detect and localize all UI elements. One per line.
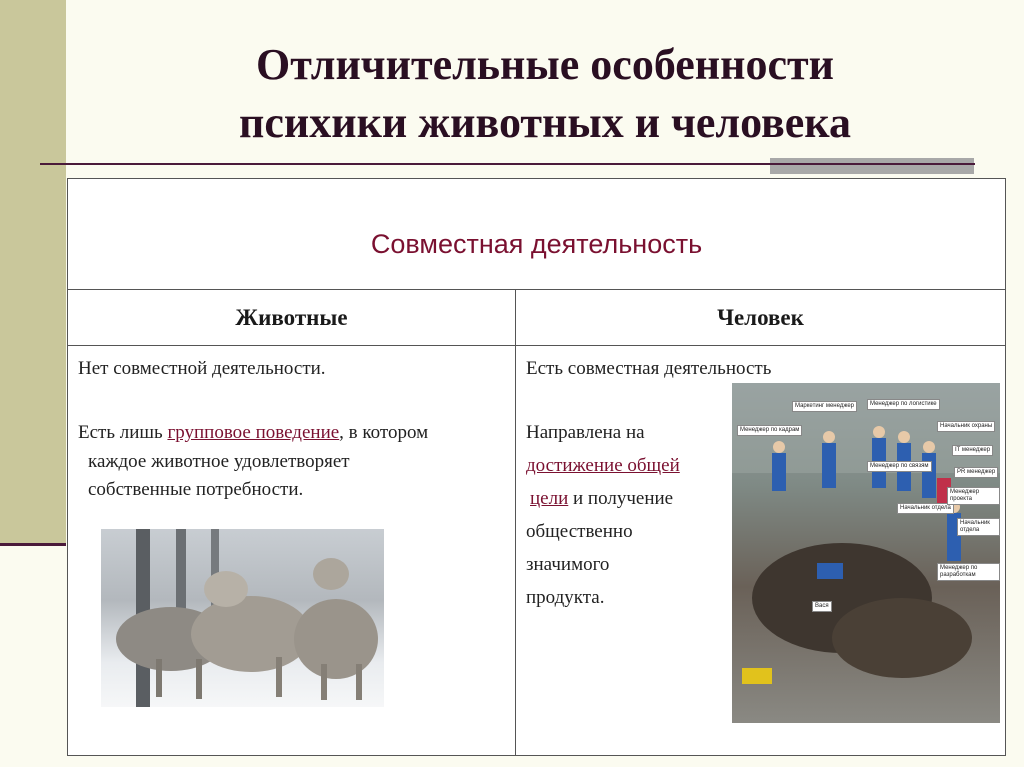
photo-label-pr-relations: Менеджер по связям [867,461,932,472]
animals-text-1: Нет совместной деятельности. [78,358,326,379]
column-header-animals: Животные [68,290,516,346]
animals-text-2 [78,418,428,447]
workers-photo [732,383,1000,723]
photo-label-marketing: Маркетинг менеджер [792,401,857,412]
animals-text-2-prefix: Есть лишь [78,422,168,443]
human-text-6: значимого [526,554,610,575]
title-rule-accent [770,158,974,174]
animals-text-4: собственные потребности. [88,479,304,500]
group-behavior-link[interactable]: групповое поведение [167,422,340,443]
animals-cell [68,346,516,755]
photo-label-security: Начальник охраны [937,421,995,432]
photo-label-vasya: Вася [812,601,832,612]
title-rule [40,163,975,165]
photo-label-department-head-1: Начальник отдела [897,503,954,514]
wolves-photo [101,529,384,707]
goal-link[interactable]: цели [530,488,569,509]
human-cell [516,346,1005,755]
human-text-3 [526,451,680,480]
human-text-1: Есть совместная деятельность [526,358,772,379]
photo-label-it: IT менеджер [952,445,993,456]
human-text-7: продукта. [526,587,605,608]
photo-label-development: Менеджер по разработкам [937,563,1000,581]
photo-label-pr: PR менеджер [954,467,998,478]
left-decor-bar [0,0,66,545]
photo-label-logistics: Менеджер по логистике [867,399,940,410]
common-goal-link[interactable]: достижение общей [526,455,680,476]
wolves-illustration [101,529,384,707]
photo-label-hr: Менеджер по кадрам [737,425,802,436]
title-line-2: психики животных и человека [238,98,851,147]
comparison-table [67,178,1006,756]
animals-text-3: каждое животное удовлетворяет [88,451,350,472]
title-line-1: Отличительные особенности [256,40,834,89]
human-text-4-suffix: и получение [568,488,674,509]
left-decor-line [0,543,66,546]
human-text-5: общественно [526,521,633,542]
table-header-text: Совместная деятельность [370,229,703,259]
table-header-cell [68,179,1005,290]
slide-title [66,36,1024,152]
human-text-4 [530,484,673,513]
photo-label-project: Менеджер проекта [947,487,1000,505]
photo-label-department-head-2: Начальник отдела [957,518,1000,536]
column-header-human: Человек [516,290,1005,346]
animals-text-2-suffix: , в котором [339,422,429,443]
human-text-2: Направлена на [526,422,645,443]
